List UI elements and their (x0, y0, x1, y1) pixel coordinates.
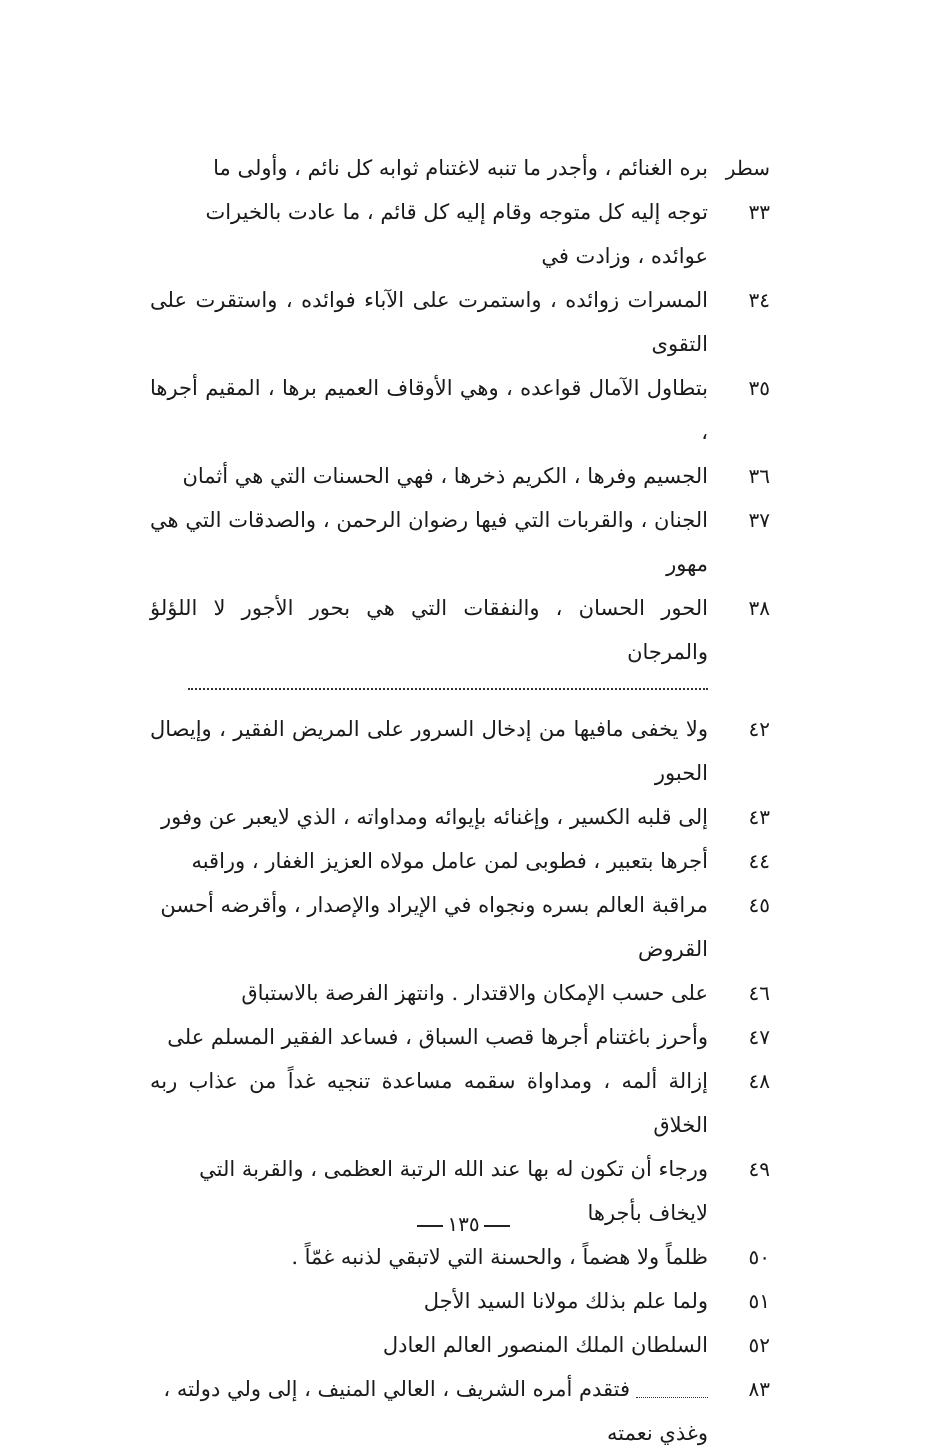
folio-dash-left (417, 1225, 443, 1227)
line-text: ولا يخفى مافيها من إدخال السرور على المريض الفقير ، وإيصال الحبور (150, 717, 708, 785)
line-number: ٤٨ (748, 1069, 770, 1093)
text-line (150, 1323, 770, 1367)
text-line (150, 1059, 770, 1147)
line-text: لايخاف بأجرها (587, 1201, 708, 1225)
text-line (150, 498, 770, 586)
text-line (150, 927, 770, 971)
line-number: ٨٣ (748, 1377, 770, 1401)
text-line (150, 234, 770, 278)
line-text: مراقبة العالم بسره ونجواه في الإيراد والإصدار ، وأقرضه أحسن (160, 893, 708, 917)
line-text: بره الغنائم ، وأجدر ما تنبه لاغتنام ثوابه كل نائم ، وأولى ما (213, 156, 708, 180)
line-text-content: فتقدم أمره الشريف ، العالي المنيف ، إلى ولي دولته ، (163, 1377, 630, 1401)
line-text (150, 1367, 708, 1411)
folio-dash-right (484, 1225, 510, 1227)
line-number: ٤٣ (748, 805, 770, 829)
text-line (150, 1411, 770, 1455)
page-number-value: ١٣٥ (447, 1212, 480, 1236)
line-text: توجه إليه كل متوجه وقام إليه كل قائم ، ما عادت بالخيرات (205, 200, 708, 224)
line-text: إزالة ألمه ، ومداواة سقمه مساعدة تنجيه غداً من عذاب ربه الخلاق (150, 1069, 708, 1137)
text-line (150, 1279, 770, 1323)
line-text: الجسيم وفرها ، الكريم ذخرها ، فهي الحسنات التي هي أثمان (182, 464, 708, 488)
line-text: ورجاء أن تكون له بها عند الله الرتبة العظمى ، والقربة التي (199, 1157, 708, 1181)
text-line (150, 190, 770, 234)
line-text: ولما علم بذلك مولانا السيد الأجل (423, 1289, 708, 1313)
text-line (150, 1367, 770, 1411)
line-number: سطر (725, 156, 770, 180)
line-number: ٥٠ (748, 1245, 770, 1269)
line-text: بتطاول الآمال قواعده ، وهي الأوقاف العميم برها ، المقيم أجرها ، (150, 376, 708, 444)
line-number: ٤٥ (748, 893, 770, 917)
line-text: إلى قلبه الكسير ، وإغنائه بإيوائه ومداواته ، الذي لايعبر عن وفور (160, 805, 708, 829)
line-number: ٣٦ (748, 464, 770, 488)
text-line (150, 454, 770, 498)
text-line (150, 366, 770, 454)
text-block (150, 146, 770, 1455)
text-line (150, 1015, 770, 1059)
text-line (150, 1235, 770, 1279)
text-line (150, 586, 770, 674)
line-text: وأحرز باغتنام أجرها قصب السباق ، فساعد الفقير المسلم على (167, 1025, 708, 1049)
text-line (150, 278, 770, 366)
dotted-leader (636, 1383, 708, 1398)
text-line (150, 971, 770, 1015)
dotted-separator (188, 688, 708, 691)
line-number: ٣٣ (748, 200, 770, 224)
line-number: ٣٥ (748, 376, 770, 400)
line-number: ٤٧ (748, 1025, 770, 1049)
line-text: عوائده ، وزادت في (541, 244, 708, 268)
line-text: ظلماً ولا هضماً ، والحسنة التي لاتبقي لذنبه غمّاً . (291, 1245, 708, 1269)
text-line (150, 146, 770, 190)
line-text: السلطان الملك المنصور العالم العادل (382, 1333, 708, 1357)
text-line (150, 839, 770, 883)
text-line (150, 795, 770, 839)
line-text: المسرات زوائده ، واستمرت على الآباء فوائده ، واستقرت على التقوى (150, 288, 708, 356)
line-text: القروض (638, 937, 708, 961)
line-number: ٣٧ (748, 508, 770, 532)
line-number: ٥٢ (748, 1333, 770, 1357)
text-line (150, 883, 770, 927)
line-number: ٤٦ (748, 981, 770, 1005)
line-number: ٤٩ (748, 1157, 770, 1181)
line-number: ٥١ (748, 1289, 770, 1313)
text-line (150, 1147, 770, 1191)
line-text: الجنان ، والقربات التي فيها رضوان الرحمن ، والصدقات التي هي مهور (150, 508, 708, 576)
line-text: الحور الحسان ، والنفقات التي هي بحور الأجور لا اللؤلؤ والمرجان (150, 596, 708, 664)
text-line (150, 707, 770, 795)
line-text: على حسب الإمكان والاقتدار . وانتهز الفرصة بالاستباق (241, 981, 708, 1005)
line-number: ٤٤ (748, 849, 770, 873)
page-number (0, 1212, 927, 1236)
line-number: ٣٤ (748, 288, 770, 312)
line-text: وغذي نعمته (607, 1421, 708, 1445)
line-number: ٣٨ (748, 596, 770, 620)
line-number: ٤٢ (748, 717, 770, 741)
line-text: أجرها بتعبير ، فطوبى لمن عامل مولاه العزيز الغفار ، وراقبه (191, 849, 708, 873)
